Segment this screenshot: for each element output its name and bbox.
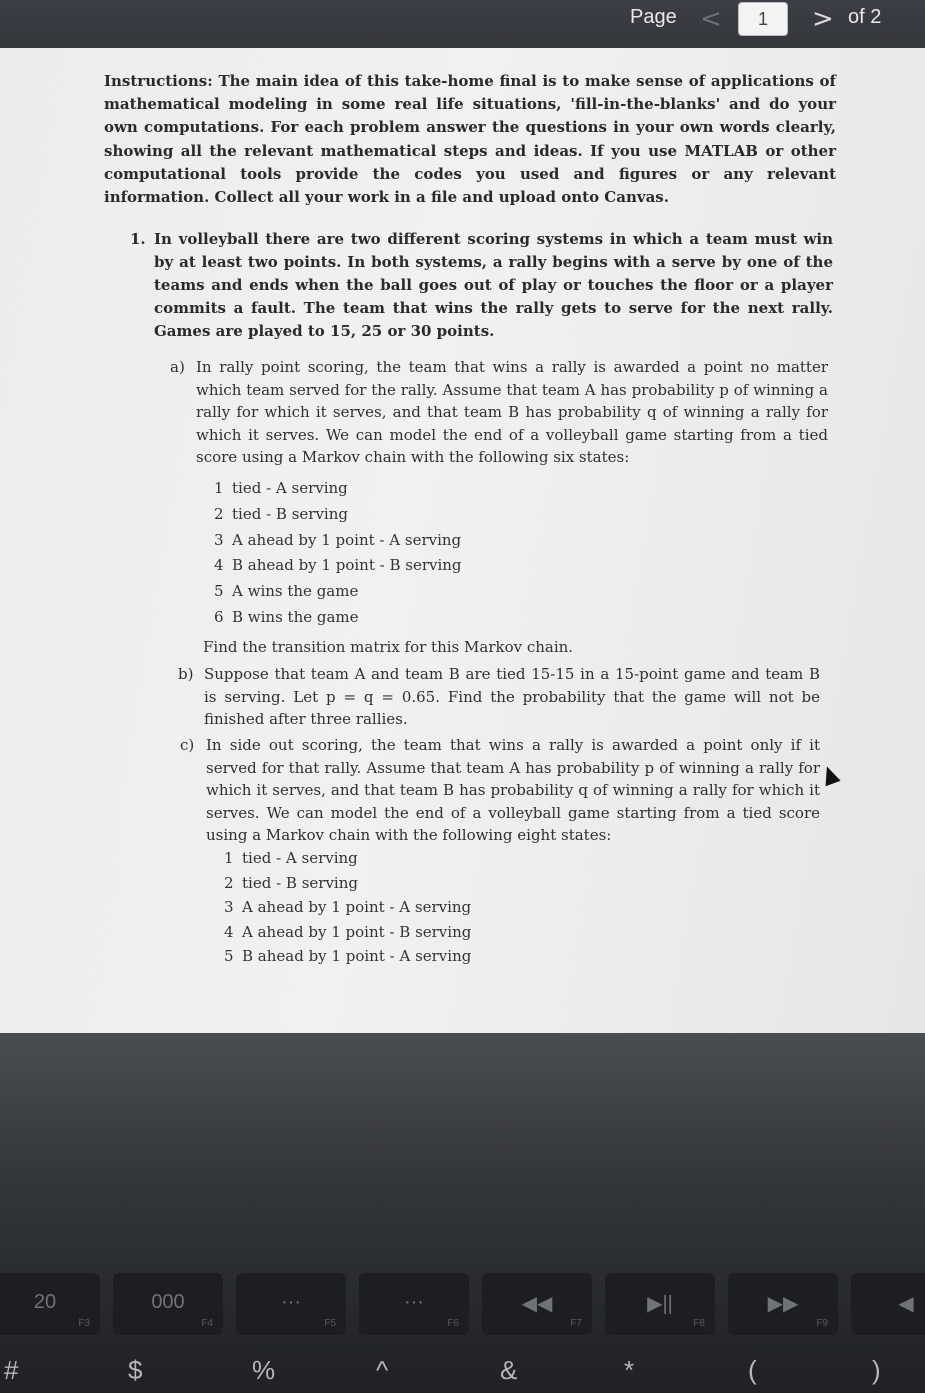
problem-text: In volleyball there are two different scoring systems in which a team must win by at least two points. In both systems, a rally begins with a serve by one of the teams and ends when the ball goes out of play or touches the floor or a player commits a fault. The team that wins the rally gets to serve for the next rally. Games are played to 15, 25 or 30 points. [154, 230, 833, 340]
number-key[interactable]: & [500, 1355, 518, 1385]
key-label: F3 [78, 1318, 90, 1329]
key-glyph: ··· [281, 1291, 301, 1313]
state-number: 2 [214, 504, 224, 523]
state-number: 4 [214, 556, 224, 575]
page-number-input[interactable]: 1 [738, 2, 788, 36]
mouse-cursor-icon [819, 764, 840, 786]
key-label: F4 [201, 1318, 213, 1329]
part-b-text: Suppose that team A and team B are tied 15-15 in a 15-point game and team B is serving. Let p = q = 0.65. Find the probability that the game will not be finished after three rallies. [204, 665, 820, 729]
part-c-text: In side out scoring, the team that wins a rally is awarded a point only if it served for that rally. Assume that team A has probability p of winning a rally for which it serves, and that team B has probability q of winning a rally for which it serves. We can model the end of a volleyball game starting from a tied score using a Markov chain with the following eight states: [206, 736, 820, 845]
state-label: B ahead by 1 point - B serving [232, 556, 462, 575]
number-key[interactable]: % [252, 1355, 276, 1385]
key-glyph: ··· [404, 1291, 424, 1313]
number-key[interactable]: ( [748, 1355, 757, 1385]
state-label: tied - B serving [232, 504, 348, 523]
state-number: 5 [224, 947, 234, 965]
state-item [214, 605, 462, 631]
part-label: a) [170, 358, 185, 376]
state-item [214, 476, 462, 502]
function-key[interactable] [851, 1273, 925, 1335]
problem-1 [130, 228, 833, 343]
state-number: 6 [214, 607, 224, 626]
key-glyph: ◀◀ [521, 1293, 553, 1315]
state-item [224, 871, 471, 896]
state-label: tied - A serving [242, 849, 358, 867]
state-list-a [214, 476, 462, 631]
prev-page-icon[interactable]: < [700, 4, 722, 34]
function-key[interactable] [482, 1273, 592, 1335]
state-item [224, 895, 471, 920]
key-glyph: ▶|| [647, 1293, 673, 1315]
state-label: A ahead by 1 point - B serving [242, 922, 472, 941]
key-glyph: 20 [33, 1291, 57, 1313]
state-label: tied - B serving [242, 873, 358, 892]
number-key[interactable]: # [4, 1355, 19, 1385]
key-label: F7 [570, 1318, 582, 1329]
part-a [170, 356, 828, 469]
key-glyph: ▶▶ [767, 1293, 799, 1315]
function-key[interactable] [236, 1273, 346, 1335]
state-item [214, 528, 462, 554]
function-key[interactable] [605, 1273, 715, 1335]
problem-number: 1. [130, 230, 146, 248]
state-item [224, 920, 471, 945]
number-key[interactable]: ) [872, 1355, 881, 1385]
function-key[interactable] [359, 1273, 469, 1335]
key-label: F8 [693, 1318, 705, 1329]
state-label: A ahead by 1 point - A serving [232, 530, 462, 549]
state-label: B ahead by 1 point - A serving [242, 947, 472, 965]
state-label: tied - A serving [232, 479, 348, 497]
state-label: B wins the game [232, 607, 359, 626]
state-number: 5 [214, 582, 224, 601]
number-key[interactable]: * [624, 1355, 635, 1385]
state-number: 1 [214, 479, 224, 497]
instructions-paragraph: Instructions: The main idea of this take-home final is to make sense of applications of mathematical modeling in some real life situations, 'fill-in-the-blanks' and do your own computations. For each problem answer the questions in your own words clearly, showing all the relevant mathematical steps and ideas. If you use MATLAB or other computational tools provide the codes you used and figures or any relevant information. Collect all your work in a file and upload onto Canvas. [104, 72, 836, 207]
part-b [178, 663, 820, 731]
part-a-text: In rally point scoring, the team that wins a rally is awarded a point no matter which team served for the rally. Assume that team A has probability p of winning a rally for which it serves, and that team B has probability q of winning a rally for which it serves. We can model the end of a volleyball game starting from a tied score using a Markov chain with the following six states: [196, 358, 828, 467]
key-label: F6 [447, 1318, 459, 1329]
page-total: of 2 [848, 6, 882, 28]
next-page-icon[interactable]: > [812, 4, 834, 34]
state-item [214, 553, 462, 579]
state-item [214, 502, 462, 528]
state-label: A wins the game [232, 582, 359, 601]
page-label: Page [630, 6, 677, 28]
state-number: 4 [224, 922, 234, 941]
key-glyph: 000 [151, 1291, 185, 1313]
state-item [224, 944, 471, 969]
state-item [214, 579, 462, 605]
key-label: F9 [816, 1318, 828, 1329]
number-key[interactable]: $ [128, 1355, 143, 1385]
state-number: 3 [224, 898, 234, 916]
part-a-question: Find the transition matrix for this Markov chain. [203, 638, 574, 656]
state-number: 3 [214, 530, 224, 549]
number-key[interactable]: ^ [376, 1355, 389, 1385]
key-glyph: ◀ [898, 1293, 914, 1315]
part-label: b) [178, 665, 194, 683]
part-c [180, 734, 820, 847]
laptop-keyboard [0, 1033, 925, 1393]
function-key[interactable] [728, 1273, 838, 1335]
state-number: 2 [224, 873, 234, 892]
key-label: F5 [324, 1318, 336, 1329]
function-key[interactable] [0, 1273, 100, 1335]
document-page [0, 48, 925, 1033]
part-label: c) [180, 736, 195, 754]
state-label: A ahead by 1 point - A serving [242, 898, 472, 916]
state-number: 1 [224, 849, 234, 867]
state-item [224, 846, 471, 871]
pdf-toolbar [0, 0, 925, 48]
function-key[interactable] [113, 1273, 223, 1335]
state-list-c [224, 846, 471, 969]
